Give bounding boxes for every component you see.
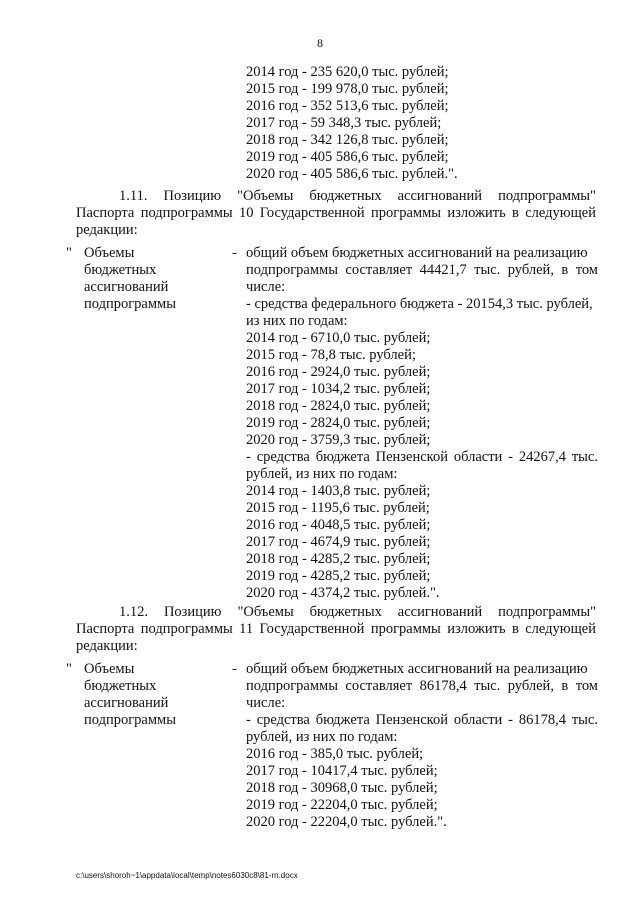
total-line-3: числе: (246, 279, 286, 295)
list-item: 2017 год - 1034,2 тыс. рублей; (246, 381, 431, 397)
total-line-2: подпрограммы составляет 44421,7 тыс. рублей, в том (246, 262, 598, 278)
list-item: 2014 год - 1403,8 тыс. рублей; (246, 483, 431, 499)
section-1-12-label (84, 661, 176, 729)
section-1-11-content (246, 245, 598, 602)
intro-line-1: 1.12. Позицию "Объемы бюджетных ассигнований подпрограммы" (119, 604, 596, 620)
section-1-12-content (246, 661, 598, 831)
list-item: 2017 год - 4674,9 тыс. рублей; (246, 534, 431, 550)
label-line: бюджетных (84, 262, 157, 278)
label-line: ассигнований (84, 279, 169, 295)
list-item: 2017 год - 10417,4 тыс. рублей; (246, 763, 438, 779)
list-item: 2019 год - 4285,2 тыс. рублей; (246, 568, 431, 584)
label-line: Объемы (84, 661, 135, 677)
section-1-11-intro (76, 188, 596, 239)
list-item: 2018 год - 342 126,8 тыс. рублей; (246, 132, 449, 148)
list-item: 2019 год - 22204,0 тыс. рублей; (246, 797, 438, 813)
intro-line-1: 1.11. Позицию "Объемы бюджетных ассигнований подпрограммы" (119, 188, 596, 204)
list-item: 2019 год - 405 586,6 тыс. рублей; (246, 149, 449, 165)
label-line: подпрограммы (84, 296, 176, 312)
section-1-11-label (84, 245, 176, 313)
label-dash: - (232, 245, 237, 261)
list-item: 2016 год - 2924,0 тыс. рублей; (246, 364, 431, 380)
top-years-list (246, 64, 458, 183)
list-item: 2020 год - 3759,3 тыс. рублей; (246, 432, 431, 448)
regional-years-list (246, 483, 598, 602)
page-number: 8 (317, 36, 323, 50)
footer-file-path: c:\users\shoroh~1\appdata\local\temp\notes6030c8\81-rn.docx (76, 871, 298, 880)
section-1-12-intro (76, 604, 596, 655)
intro-line-3: редакции: (76, 638, 138, 654)
regional-line-2: рублей, из них по годам: (246, 729, 398, 745)
opening-quote: " (66, 661, 72, 677)
intro-line-2: Паспорта подпрограммы 10 Государственной программы изложить в следующей (76, 205, 596, 221)
intro-line-3: редакции: (76, 222, 138, 238)
regional-line-1: - средства бюджета Пензенской области - 24267,4 тыс. (246, 449, 598, 465)
list-item: 2018 год - 2824,0 тыс. рублей; (246, 398, 431, 414)
label-line: ассигнований (84, 695, 169, 711)
list-item: 2016 год - 385,0 тыс. рублей; (246, 746, 424, 762)
label-line: Объемы (84, 245, 135, 261)
regional-line-2: рублей, из них по годам: (246, 466, 398, 482)
list-item: 2020 год - 4374,2 тыс. рублей.". (246, 585, 440, 601)
list-item: 2018 год - 4285,2 тыс. рублей; (246, 551, 431, 567)
list-item: 2015 год - 199 978,0 тыс. рублей; (246, 81, 449, 97)
opening-quote: " (66, 245, 72, 261)
total-line-3: числе: (246, 695, 286, 711)
list-item: 2020 год - 405 586,6 тыс. рублей.". (246, 166, 458, 182)
federal-line-2: из них по годам: (246, 313, 348, 329)
list-item: 2015 год - 1195,6 тыс. рублей; (246, 500, 430, 516)
federal-line-1: - средства федерального бюджета - 20154,3 тыс. рублей, (246, 296, 593, 312)
regional-years-list (246, 746, 598, 831)
total-line-2: подпрограммы составляет 86178,4 тыс. рублей, в том (246, 678, 598, 694)
total-line-1: общий объем бюджетных ассигнований на реализацию (246, 245, 588, 261)
regional-line-1: - средства бюджета Пензенской области - 86178,4 тыс. (246, 712, 598, 728)
list-item: 2016 год - 4048,5 тыс. рублей; (246, 517, 431, 533)
list-item: 2014 год - 235 620,0 тыс. рублей; (246, 64, 449, 80)
list-item: 2019 год - 2824,0 тыс. рублей; (246, 415, 431, 431)
total-line-1: общий объем бюджетных ассигнований на реализацию (246, 661, 588, 677)
list-item: 2017 год - 59 348,3 тыс. рублей; (246, 115, 442, 131)
label-line: подпрограммы (84, 712, 176, 728)
intro-line-2: Паспорта подпрограммы 11 Государственной программы изложить в следующей (76, 621, 596, 637)
label-line: бюджетных (84, 678, 157, 694)
federal-years-list (246, 330, 598, 449)
list-item: 2020 год - 22204,0 тыс. рублей.". (246, 814, 447, 830)
label-dash: - (232, 661, 237, 677)
list-item: 2015 год - 78,8 тыс. рублей; (246, 347, 416, 363)
list-item: 2016 год - 352 513,6 тыс. рублей; (246, 98, 449, 114)
list-item: 2014 год - 6710,0 тыс. рублей; (246, 330, 431, 346)
list-item: 2018 год - 30968,0 тыс. рублей; (246, 780, 438, 796)
